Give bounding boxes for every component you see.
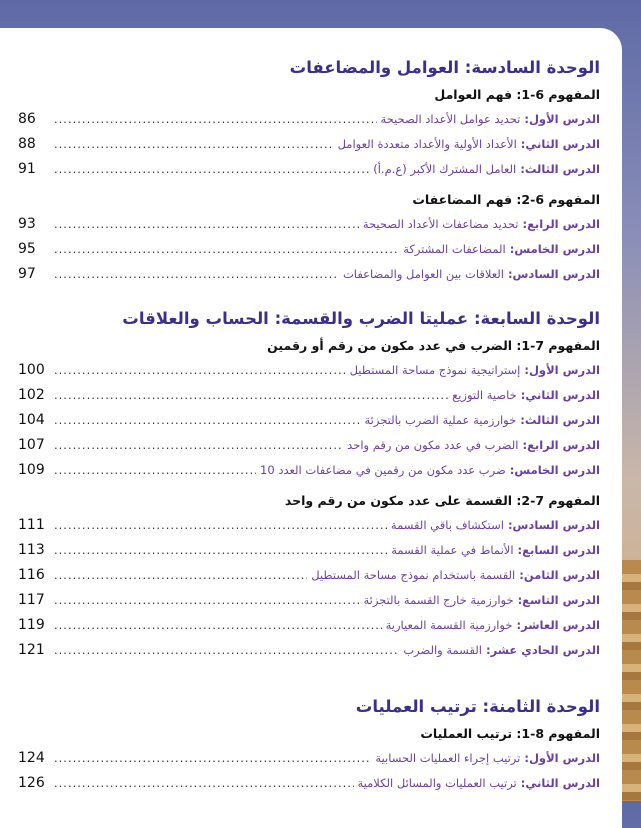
page-number: 111: [18, 517, 45, 533]
leader-dots: [54, 242, 399, 256]
toc-entry[interactable]: [18, 567, 600, 592]
leader-dots: [54, 751, 371, 765]
leader-dots: [54, 518, 387, 532]
page-number: 95: [18, 241, 36, 257]
toc-entry[interactable]: [18, 241, 600, 266]
page-number: 116: [18, 567, 45, 583]
page-number: 100: [18, 362, 45, 378]
lesson-label: الدرس السادس:: [507, 518, 600, 532]
page-number: 93: [18, 216, 36, 232]
leader-dots: [54, 543, 387, 557]
lesson-title: العلاقات بين العوامل والمضاعفات: [342, 267, 504, 281]
toc-entry[interactable]: [18, 462, 600, 487]
concept-label: المفهوم 6-2:: [516, 192, 600, 207]
lesson-label: الدرس الخامس:: [509, 463, 600, 477]
toc-entry[interactable]: [18, 161, 600, 186]
lesson-label: الدرس التاسع:: [517, 593, 600, 607]
lesson-title: خوارزمية خارج القسمة بالتجزئة: [363, 593, 514, 607]
lesson-title: الأنماط في عملية القسمة: [391, 543, 514, 557]
leader-dots: [54, 388, 448, 402]
page-number: 119: [18, 617, 45, 633]
toc-entry[interactable]: [18, 437, 600, 462]
concept-7-2: [18, 493, 600, 508]
toc-entry[interactable]: [18, 517, 600, 542]
leader-dots: [54, 363, 346, 377]
page-number: 124: [18, 750, 45, 766]
lesson-title: ضرب عدد مكون من رقمين في مضاعفات العدد 10: [260, 463, 506, 477]
unit-6-title: الوحدة السادسة: العوامل والمضاعفات: [289, 58, 600, 77]
page-number: 104: [18, 412, 45, 428]
unit-7-title: الوحدة السابعة: عمليتا الضرب والقسمة: الحساب والعلاقات: [122, 309, 600, 328]
lesson-title: الأعداد الأولية والأعداد متعددة العوامل: [337, 137, 517, 151]
leader-dots: [54, 568, 307, 582]
toc-entry[interactable]: [18, 775, 600, 800]
toc-entry[interactable]: [18, 412, 600, 437]
leader-dots: [54, 217, 359, 231]
concept-title: فهم المضاعفات: [412, 192, 513, 207]
leader-dots: [54, 413, 361, 427]
leader-dots: [54, 112, 377, 126]
lesson-title: القسمة باستخدام نموذج مساحة المستطيل: [311, 568, 516, 582]
concept-6-2: [18, 192, 600, 207]
page-number: 102: [18, 387, 45, 403]
page-number: 91: [18, 161, 36, 177]
lesson-label: الدرس الثالث:: [520, 162, 600, 176]
concept-title: فهم العوامل: [434, 87, 513, 102]
page-number: 97: [18, 266, 36, 282]
lesson-label: الدرس الثاني:: [520, 776, 600, 790]
lesson-title: المضاعفات المشتركة: [403, 242, 506, 256]
lesson-title: تحديد عوامل الأعداد الصحيحة: [380, 112, 521, 126]
lesson-label: الدرس الثاني:: [520, 137, 600, 151]
page-number: 109: [18, 462, 45, 478]
toc-entry[interactable]: [18, 387, 600, 412]
page-number: 121: [18, 642, 45, 658]
lesson-title: إستراتيجية نموذج مساحة المستطيل: [349, 363, 521, 377]
concept-label: المفهوم 8-1:: [516, 726, 600, 741]
concept-label: المفهوم 7-1:: [516, 338, 600, 353]
toc-entry[interactable]: [18, 542, 600, 567]
lesson-title: ترتيب إجراء العمليات الحسابية: [375, 751, 521, 765]
leader-dots: [54, 463, 256, 477]
toc-entry[interactable]: [18, 617, 600, 642]
leader-dots: [54, 776, 354, 790]
toc-entry[interactable]: [18, 362, 600, 387]
concept-title: ترتيب العمليات: [420, 726, 513, 741]
lesson-label: الدرس الخامس:: [509, 242, 600, 256]
page-number: 126: [18, 775, 45, 791]
lesson-label: الدرس الرابع:: [522, 217, 600, 231]
lesson-label: الدرس الأول:: [524, 112, 600, 126]
leader-dots: [54, 593, 359, 607]
concept-label: المفهوم 7-2:: [516, 493, 600, 508]
page-number: 117: [18, 592, 45, 608]
lesson-title: استكشاف باقي القسمة: [390, 518, 504, 532]
leader-dots: [54, 618, 382, 632]
unit-8-title: الوحدة الثامنة: ترتيب العمليات: [355, 697, 600, 716]
lesson-label: الدرس الثالث:: [520, 413, 600, 427]
lesson-title: القسمة والضرب: [403, 643, 482, 657]
lesson-label: الدرس السابع:: [517, 543, 600, 557]
toc-entry[interactable]: [18, 111, 600, 136]
leader-dots: [54, 438, 343, 452]
lesson-label: الدرس السادس:: [507, 267, 600, 281]
toc-entry[interactable]: [18, 266, 600, 291]
lesson-title: خوارزمية عملية الضرب بالتجزئة: [364, 413, 517, 427]
lesson-title: الضرب في عدد مكون من رقم واحد: [347, 438, 519, 452]
concept-label: المفهوم 6-1:: [516, 87, 600, 102]
lesson-label: الدرس الأول:: [524, 363, 600, 377]
lesson-label: الدرس العاشر:: [516, 618, 600, 632]
table-of-contents-page: [0, 28, 622, 828]
page-number: 113: [18, 542, 45, 558]
lesson-label: الدرس الثاني:: [520, 388, 600, 402]
toc-entry[interactable]: [18, 750, 600, 775]
lesson-label: الدرس الحادي عشر:: [485, 643, 600, 657]
lesson-label: الدرس الثامن:: [519, 568, 600, 582]
page-number: 86: [18, 111, 36, 127]
lesson-label: الدرس الرابع:: [522, 438, 600, 452]
leader-dots: [54, 643, 399, 657]
page-number: 88: [18, 136, 36, 152]
toc-entry[interactable]: [18, 642, 600, 667]
toc-entry[interactable]: [18, 592, 600, 617]
lesson-title: تحديد مضاعفات الأعداد الصحيحة: [362, 217, 519, 231]
concept-8-1: [18, 726, 600, 741]
leader-dots: [54, 267, 339, 281]
lesson-title: خاصية التوزيع: [452, 388, 517, 402]
lesson-title: ترتيب العمليات والمسائل الكلامية: [357, 776, 517, 790]
concept-title: الضرب في عدد مكون من رقم أو رقمين: [267, 338, 513, 353]
toc-entry[interactable]: [18, 136, 600, 161]
concept-6-1: [18, 87, 600, 102]
toc-entry[interactable]: [18, 216, 600, 241]
leader-dots: [54, 162, 369, 176]
lesson-title: العامل المشترك الأكبر (ع.م.أ): [373, 162, 517, 176]
lesson-label: الدرس الأول:: [524, 751, 600, 765]
concept-7-1: [18, 338, 600, 353]
page-number: 107: [18, 437, 45, 453]
lesson-title: خوارزمية القسمة المعيارية: [385, 618, 513, 632]
leader-dots: [54, 137, 334, 151]
concept-title: القسمة على عدد مكون من رقم واحد: [284, 493, 513, 508]
